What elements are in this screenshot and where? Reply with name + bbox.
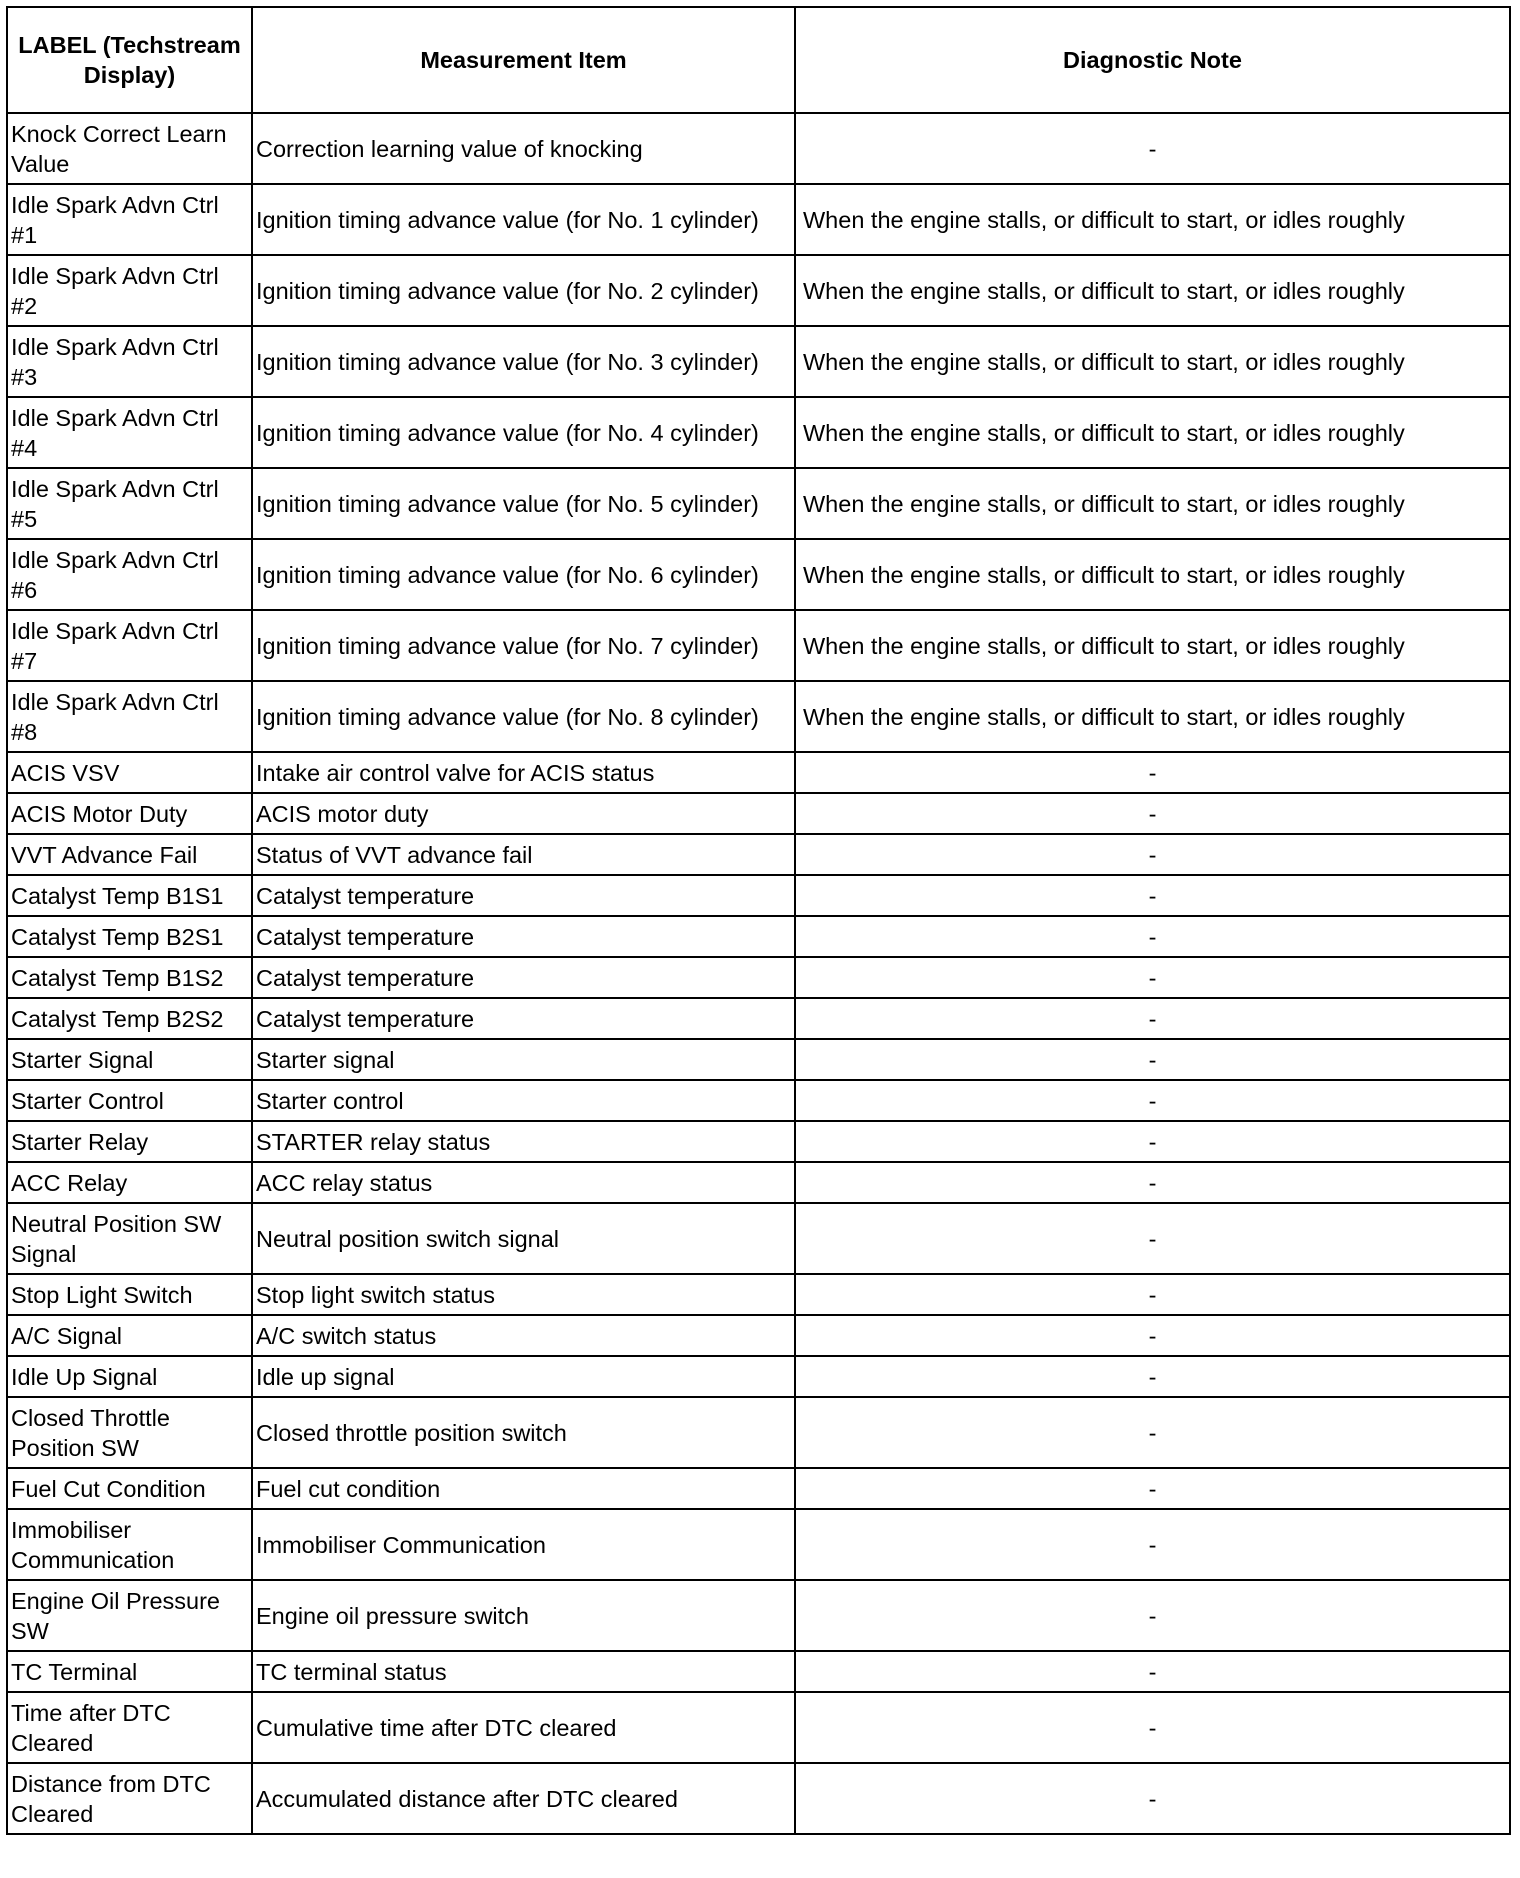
- measurement-item-cell: Immobiliser Communication: [252, 1509, 795, 1580]
- diagnostic-note-cell: -: [795, 752, 1510, 793]
- table-row: [7, 610, 1510, 681]
- table-row: [7, 681, 1510, 752]
- diagnostic-note-cell: When the engine stalls, or difficult to start, or idles roughly: [795, 681, 1510, 752]
- data-list-table: [6, 6, 1511, 1835]
- column-header-diagnostic-note: Diagnostic Note: [795, 7, 1510, 113]
- label-cell: Idle Spark Advn Ctrl #2: [7, 255, 252, 326]
- label-cell: Idle Spark Advn Ctrl #1: [7, 184, 252, 255]
- measurement-item-cell: Catalyst temperature: [252, 998, 795, 1039]
- measurement-item-cell: Idle up signal: [252, 1356, 795, 1397]
- label-cell: Distance from DTC Cleared: [7, 1763, 252, 1834]
- data-list-table-container: [6, 6, 1509, 1835]
- measurement-item-cell: Closed throttle position switch: [252, 1397, 795, 1468]
- table-row: [7, 957, 1510, 998]
- table-row: [7, 468, 1510, 539]
- table-row: [7, 1080, 1510, 1121]
- measurement-item-cell: Ignition timing advance value (for No. 7 cylinder): [252, 610, 795, 681]
- label-cell: Fuel Cut Condition: [7, 1468, 252, 1509]
- table-row: [7, 184, 1510, 255]
- label-cell: Starter Relay: [7, 1121, 252, 1162]
- measurement-item-cell: Ignition timing advance value (for No. 2 cylinder): [252, 255, 795, 326]
- measurement-item-cell: Ignition timing advance value (for No. 4 cylinder): [252, 397, 795, 468]
- table-row: [7, 875, 1510, 916]
- measurement-item-cell: ACC relay status: [252, 1162, 795, 1203]
- measurement-item-cell: Status of VVT advance fail: [252, 834, 795, 875]
- label-cell: Idle Spark Advn Ctrl #6: [7, 539, 252, 610]
- diagnostic-note-cell: -: [795, 875, 1510, 916]
- diagnostic-note-cell: -: [795, 113, 1510, 184]
- measurement-item-cell: Catalyst temperature: [252, 916, 795, 957]
- table-row: [7, 1692, 1510, 1763]
- table-row: [7, 752, 1510, 793]
- diagnostic-note-cell: When the engine stalls, or difficult to start, or idles roughly: [795, 539, 1510, 610]
- diagnostic-note-cell: When the engine stalls, or difficult to start, or idles roughly: [795, 397, 1510, 468]
- measurement-item-cell: Starter control: [252, 1080, 795, 1121]
- label-cell: Catalyst Temp B1S1: [7, 875, 252, 916]
- measurement-item-cell: Ignition timing advance value (for No. 1 cylinder): [252, 184, 795, 255]
- table-row: [7, 1651, 1510, 1692]
- diagnostic-note-cell: -: [795, 1692, 1510, 1763]
- measurement-item-cell: TC terminal status: [252, 1651, 795, 1692]
- label-cell: VVT Advance Fail: [7, 834, 252, 875]
- diagnostic-note-cell: -: [795, 1121, 1510, 1162]
- diagnostic-note-cell: -: [795, 1651, 1510, 1692]
- label-cell: TC Terminal: [7, 1651, 252, 1692]
- measurement-item-cell: STARTER relay status: [252, 1121, 795, 1162]
- table-row: [7, 1121, 1510, 1162]
- label-cell: Immobiliser Communication: [7, 1509, 252, 1580]
- label-cell: Idle Spark Advn Ctrl #8: [7, 681, 252, 752]
- diagnostic-note-cell: -: [795, 1039, 1510, 1080]
- diagnostic-note-cell: -: [795, 1356, 1510, 1397]
- label-cell: Idle Spark Advn Ctrl #3: [7, 326, 252, 397]
- diagnostic-note-cell: -: [795, 1397, 1510, 1468]
- measurement-item-cell: Intake air control valve for ACIS status: [252, 752, 795, 793]
- diagnostic-note-cell: -: [795, 1162, 1510, 1203]
- measurement-item-cell: Cumulative time after DTC cleared: [252, 1692, 795, 1763]
- label-cell: Neutral Position SW Signal: [7, 1203, 252, 1274]
- table-row: [7, 1468, 1510, 1509]
- label-cell: Idle Spark Advn Ctrl #4: [7, 397, 252, 468]
- column-header-label: LABEL (Techstream Display): [7, 7, 252, 113]
- diagnostic-note-cell: -: [795, 1763, 1510, 1834]
- measurement-item-cell: Ignition timing advance value (for No. 3 cylinder): [252, 326, 795, 397]
- table-body: [7, 113, 1510, 1834]
- diagnostic-note-cell: -: [795, 1274, 1510, 1315]
- label-cell: Starter Signal: [7, 1039, 252, 1080]
- diagnostic-note-cell: -: [795, 793, 1510, 834]
- diagnostic-note-cell: When the engine stalls, or difficult to start, or idles roughly: [795, 326, 1510, 397]
- diagnostic-note-cell: When the engine stalls, or difficult to start, or idles roughly: [795, 610, 1510, 681]
- diagnostic-note-cell: When the engine stalls, or difficult to start, or idles roughly: [795, 255, 1510, 326]
- label-cell: ACIS Motor Duty: [7, 793, 252, 834]
- measurement-item-cell: Catalyst temperature: [252, 875, 795, 916]
- diagnostic-note-cell: -: [795, 998, 1510, 1039]
- measurement-item-cell: A/C switch status: [252, 1315, 795, 1356]
- table-row: [7, 1356, 1510, 1397]
- measurement-item-cell: Starter signal: [252, 1039, 795, 1080]
- label-cell: Catalyst Temp B2S2: [7, 998, 252, 1039]
- label-cell: Idle Up Signal: [7, 1356, 252, 1397]
- label-cell: Stop Light Switch: [7, 1274, 252, 1315]
- diagnostic-note-cell: -: [795, 1203, 1510, 1274]
- table-row: [7, 1039, 1510, 1080]
- table-row: [7, 834, 1510, 875]
- table-header-row: [7, 7, 1510, 113]
- measurement-item-cell: Catalyst temperature: [252, 957, 795, 998]
- table-row: [7, 1397, 1510, 1468]
- label-cell: Knock Correct Learn Value: [7, 113, 252, 184]
- measurement-item-cell: Correction learning value of knocking: [252, 113, 795, 184]
- column-header-measurement-item: Measurement Item: [252, 7, 795, 113]
- diagnostic-note-cell: When the engine stalls, or difficult to start, or idles roughly: [795, 468, 1510, 539]
- table-row: [7, 255, 1510, 326]
- label-cell: Closed Throttle Position SW: [7, 1397, 252, 1468]
- measurement-item-cell: Ignition timing advance value (for No. 6 cylinder): [252, 539, 795, 610]
- measurement-item-cell: Engine oil pressure switch: [252, 1580, 795, 1651]
- measurement-item-cell: Neutral position switch signal: [252, 1203, 795, 1274]
- label-cell: Engine Oil Pressure SW: [7, 1580, 252, 1651]
- label-cell: Idle Spark Advn Ctrl #5: [7, 468, 252, 539]
- table-row: [7, 916, 1510, 957]
- measurement-item-cell: Fuel cut condition: [252, 1468, 795, 1509]
- diagnostic-note-cell: -: [795, 1509, 1510, 1580]
- table-row: [7, 113, 1510, 184]
- label-cell: Catalyst Temp B1S2: [7, 957, 252, 998]
- diagnostic-note-cell: -: [795, 957, 1510, 998]
- table-row: [7, 1162, 1510, 1203]
- label-cell: Starter Control: [7, 1080, 252, 1121]
- table-row: [7, 1274, 1510, 1315]
- table-row: [7, 1203, 1510, 1274]
- table-row: [7, 1580, 1510, 1651]
- label-cell: Catalyst Temp B2S1: [7, 916, 252, 957]
- table-row: [7, 326, 1510, 397]
- table-row: [7, 998, 1510, 1039]
- diagnostic-note-cell: -: [795, 834, 1510, 875]
- measurement-item-cell: Accumulated distance after DTC cleared: [252, 1763, 795, 1834]
- measurement-item-cell: ACIS motor duty: [252, 793, 795, 834]
- label-cell: A/C Signal: [7, 1315, 252, 1356]
- label-cell: Idle Spark Advn Ctrl #7: [7, 610, 252, 681]
- measurement-item-cell: Ignition timing advance value (for No. 8 cylinder): [252, 681, 795, 752]
- table-row: [7, 397, 1510, 468]
- measurement-item-cell: Stop light switch status: [252, 1274, 795, 1315]
- diagnostic-note-cell: -: [795, 1080, 1510, 1121]
- label-cell: ACC Relay: [7, 1162, 252, 1203]
- diagnostic-note-cell: -: [795, 916, 1510, 957]
- diagnostic-note-cell: -: [795, 1315, 1510, 1356]
- table-row: [7, 1763, 1510, 1834]
- label-cell: Time after DTC Cleared: [7, 1692, 252, 1763]
- table-row: [7, 793, 1510, 834]
- diagnostic-note-cell: When the engine stalls, or difficult to start, or idles roughly: [795, 184, 1510, 255]
- diagnostic-note-cell: -: [795, 1468, 1510, 1509]
- table-row: [7, 1315, 1510, 1356]
- table-row: [7, 1509, 1510, 1580]
- diagnostic-note-cell: -: [795, 1580, 1510, 1651]
- table-row: [7, 539, 1510, 610]
- label-cell: ACIS VSV: [7, 752, 252, 793]
- measurement-item-cell: Ignition timing advance value (for No. 5 cylinder): [252, 468, 795, 539]
